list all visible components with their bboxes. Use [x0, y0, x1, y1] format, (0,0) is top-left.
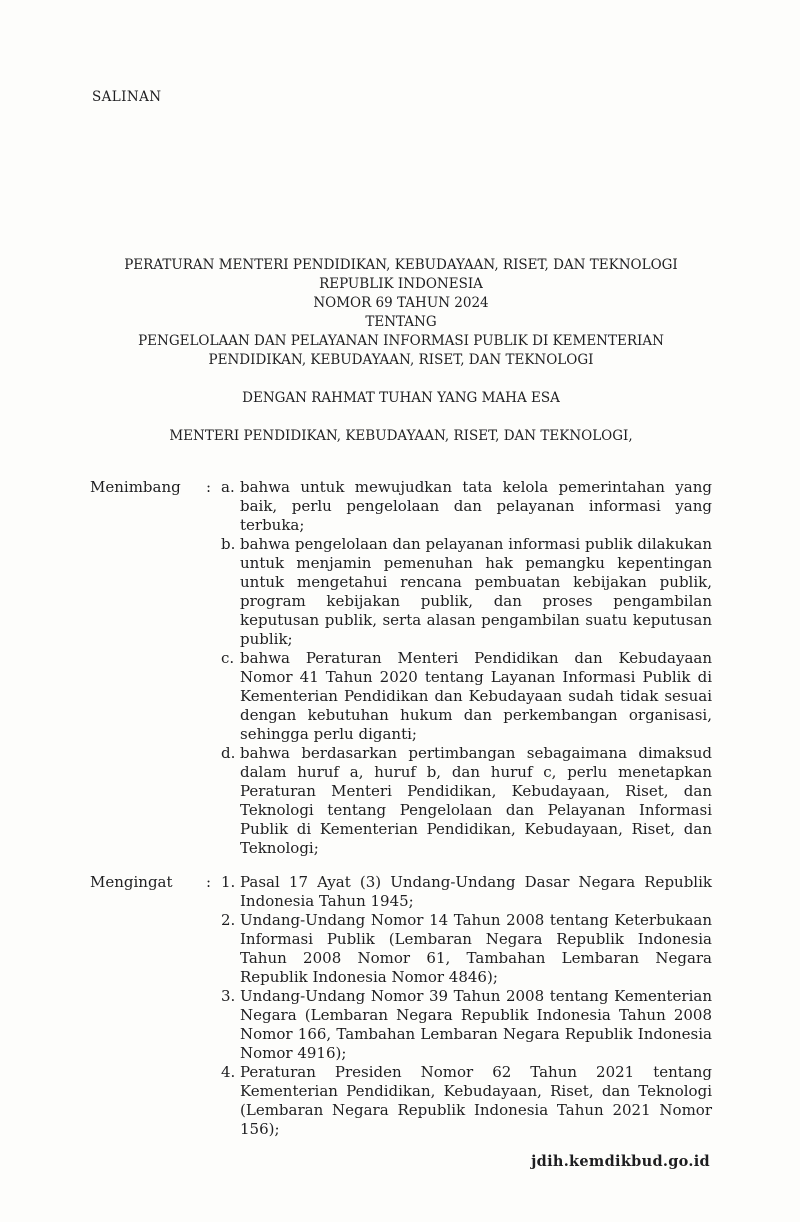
item-marker: 4. [221, 1063, 236, 1081]
item-text: Peraturan Presiden Nomor 62 Tahun 2021 tentang Kementerian Pendidikan, Kebudayaan, Riset, dan Teknologi (Lembaran Negara Republik Indonesia Tahun 2021 Nomor 156); [240, 1063, 712, 1138]
item-text: Undang-Undang Nomor 14 Tahun 2008 tentang Keterbukaan Informasi Publik (Lembaran Negara Republik Indonesia Tahun 2008 Nomor 61, Tambahan Lembaran Negara Republik Indonesia Nomor 4846); [240, 911, 712, 986]
item-text: bahwa untuk mewujudkan tata kelola pemerintahan yang baik, perlu pengelolaan dan pelayanan informasi yang terbuka; [240, 478, 712, 534]
document-content [90, 256, 712, 1139]
section-colon: : [205, 873, 211, 891]
jdih-footer-text: jdih.kemdikbud.go.id [531, 1153, 710, 1170]
section-head [90, 478, 221, 497]
title-line-2: REPUBLIK INDONESIA [319, 276, 483, 292]
item-marker: 3. [221, 987, 236, 1005]
officer-line: MENTERI PENDIDIKAN, KEBUDAYAAN, RISET, DAN TEKNOLOGI, [169, 428, 633, 444]
mengingat-section [90, 873, 712, 1139]
title-line-5: PENGELOLAAN DAN PELAYANAN INFORMASI PUBLIK DI KEMENTERIAN [138, 333, 664, 349]
item-marker: d. [221, 744, 236, 762]
item-text: Undang-Undang Nomor 39 Tahun 2008 tentang Kementerian Negara (Lembaran Negara Republik Indonesia Tahun 2008 Nomor 166, Tambahan Lembaran Negara Republik Indonesia Nomor 4916); [240, 987, 712, 1062]
spacer [90, 370, 712, 389]
legal-basis-item-3 [221, 987, 712, 1063]
title-block [90, 256, 712, 370]
invocation-line: DENGAN RAHMAT TUHAN YANG MAHA ESA [242, 390, 560, 406]
item-marker: c. [221, 649, 235, 667]
spacer [90, 408, 712, 427]
section-label-mengingat: Mengingat [90, 873, 173, 891]
title-line-3: NOMOR 69 TAHUN 2024 [313, 295, 489, 311]
menimbang-section [90, 478, 712, 858]
title-line-4: TENTANG [365, 314, 437, 330]
item-marker: b. [221, 535, 236, 553]
mengingat-items [221, 873, 712, 1139]
title-line-6: PENDIDIKAN, KEBUDAYAAN, RISET, DAN TEKNOLOGI [208, 352, 594, 368]
item-text: bahwa berdasarkan pertimbangan sebagaimana dimaksud dalam huruf a, huruf b, dan huruf c, perlu menetapkan Peraturan Menteri Pendidikan, Kebudayaan, Riset, dan Teknologi tentang Pengelolaan dan Pelayanan Informasi Publik di Kementerian Pendidikan, Kebudayaan, Riset, dan Teknologi; [240, 744, 712, 857]
consideration-item-a [221, 478, 712, 535]
title-line-1: PERATURAN MENTERI PENDIDIKAN, KEBUDAYAAN, RISET, DAN TEKNOLOGI [124, 257, 678, 273]
section-label-menimbang: Menimbang [90, 478, 181, 496]
item-marker: 2. [221, 911, 236, 929]
item-text: Pasal 17 Ayat (3) Undang-Undang Dasar Negara Republik Indonesia Tahun 1945; [240, 873, 712, 910]
legal-basis-item-4 [221, 1063, 712, 1139]
legal-basis-item-2 [221, 911, 712, 987]
consideration-item-b [221, 535, 712, 649]
item-text: bahwa Peraturan Menteri Pendidikan dan Kebudayaan Nomor 41 Tahun 2020 tentang Layanan Informasi Publik di Kementerian Pendidikan dan Kebudayaan sudah tidak sesuai dengan kebutuhan hukum dan perkembangan organisasi, sehingga perlu diganti; [240, 649, 712, 743]
legal-basis-item-1 [221, 873, 712, 911]
menimbang-items [221, 478, 712, 858]
item-marker: a. [221, 478, 235, 496]
consideration-item-d [221, 744, 712, 858]
section-head [90, 873, 221, 892]
section-colon: : [205, 478, 211, 496]
salinan-stamp: SALINAN [92, 89, 162, 105]
consideration-item-c [221, 649, 712, 744]
item-text: bahwa pengelolaan dan pelayanan informasi publik dilakukan untuk menjamin pemenuhan hak pemangku kepentingan untuk mengetahui rencana pembuatan kebijakan publik, program kebijakan publik, dan proses pengambilan keputusan publik, serta alasan pengambilan suatu keputusan publik; [240, 535, 712, 648]
item-marker: 1. [221, 873, 236, 891]
